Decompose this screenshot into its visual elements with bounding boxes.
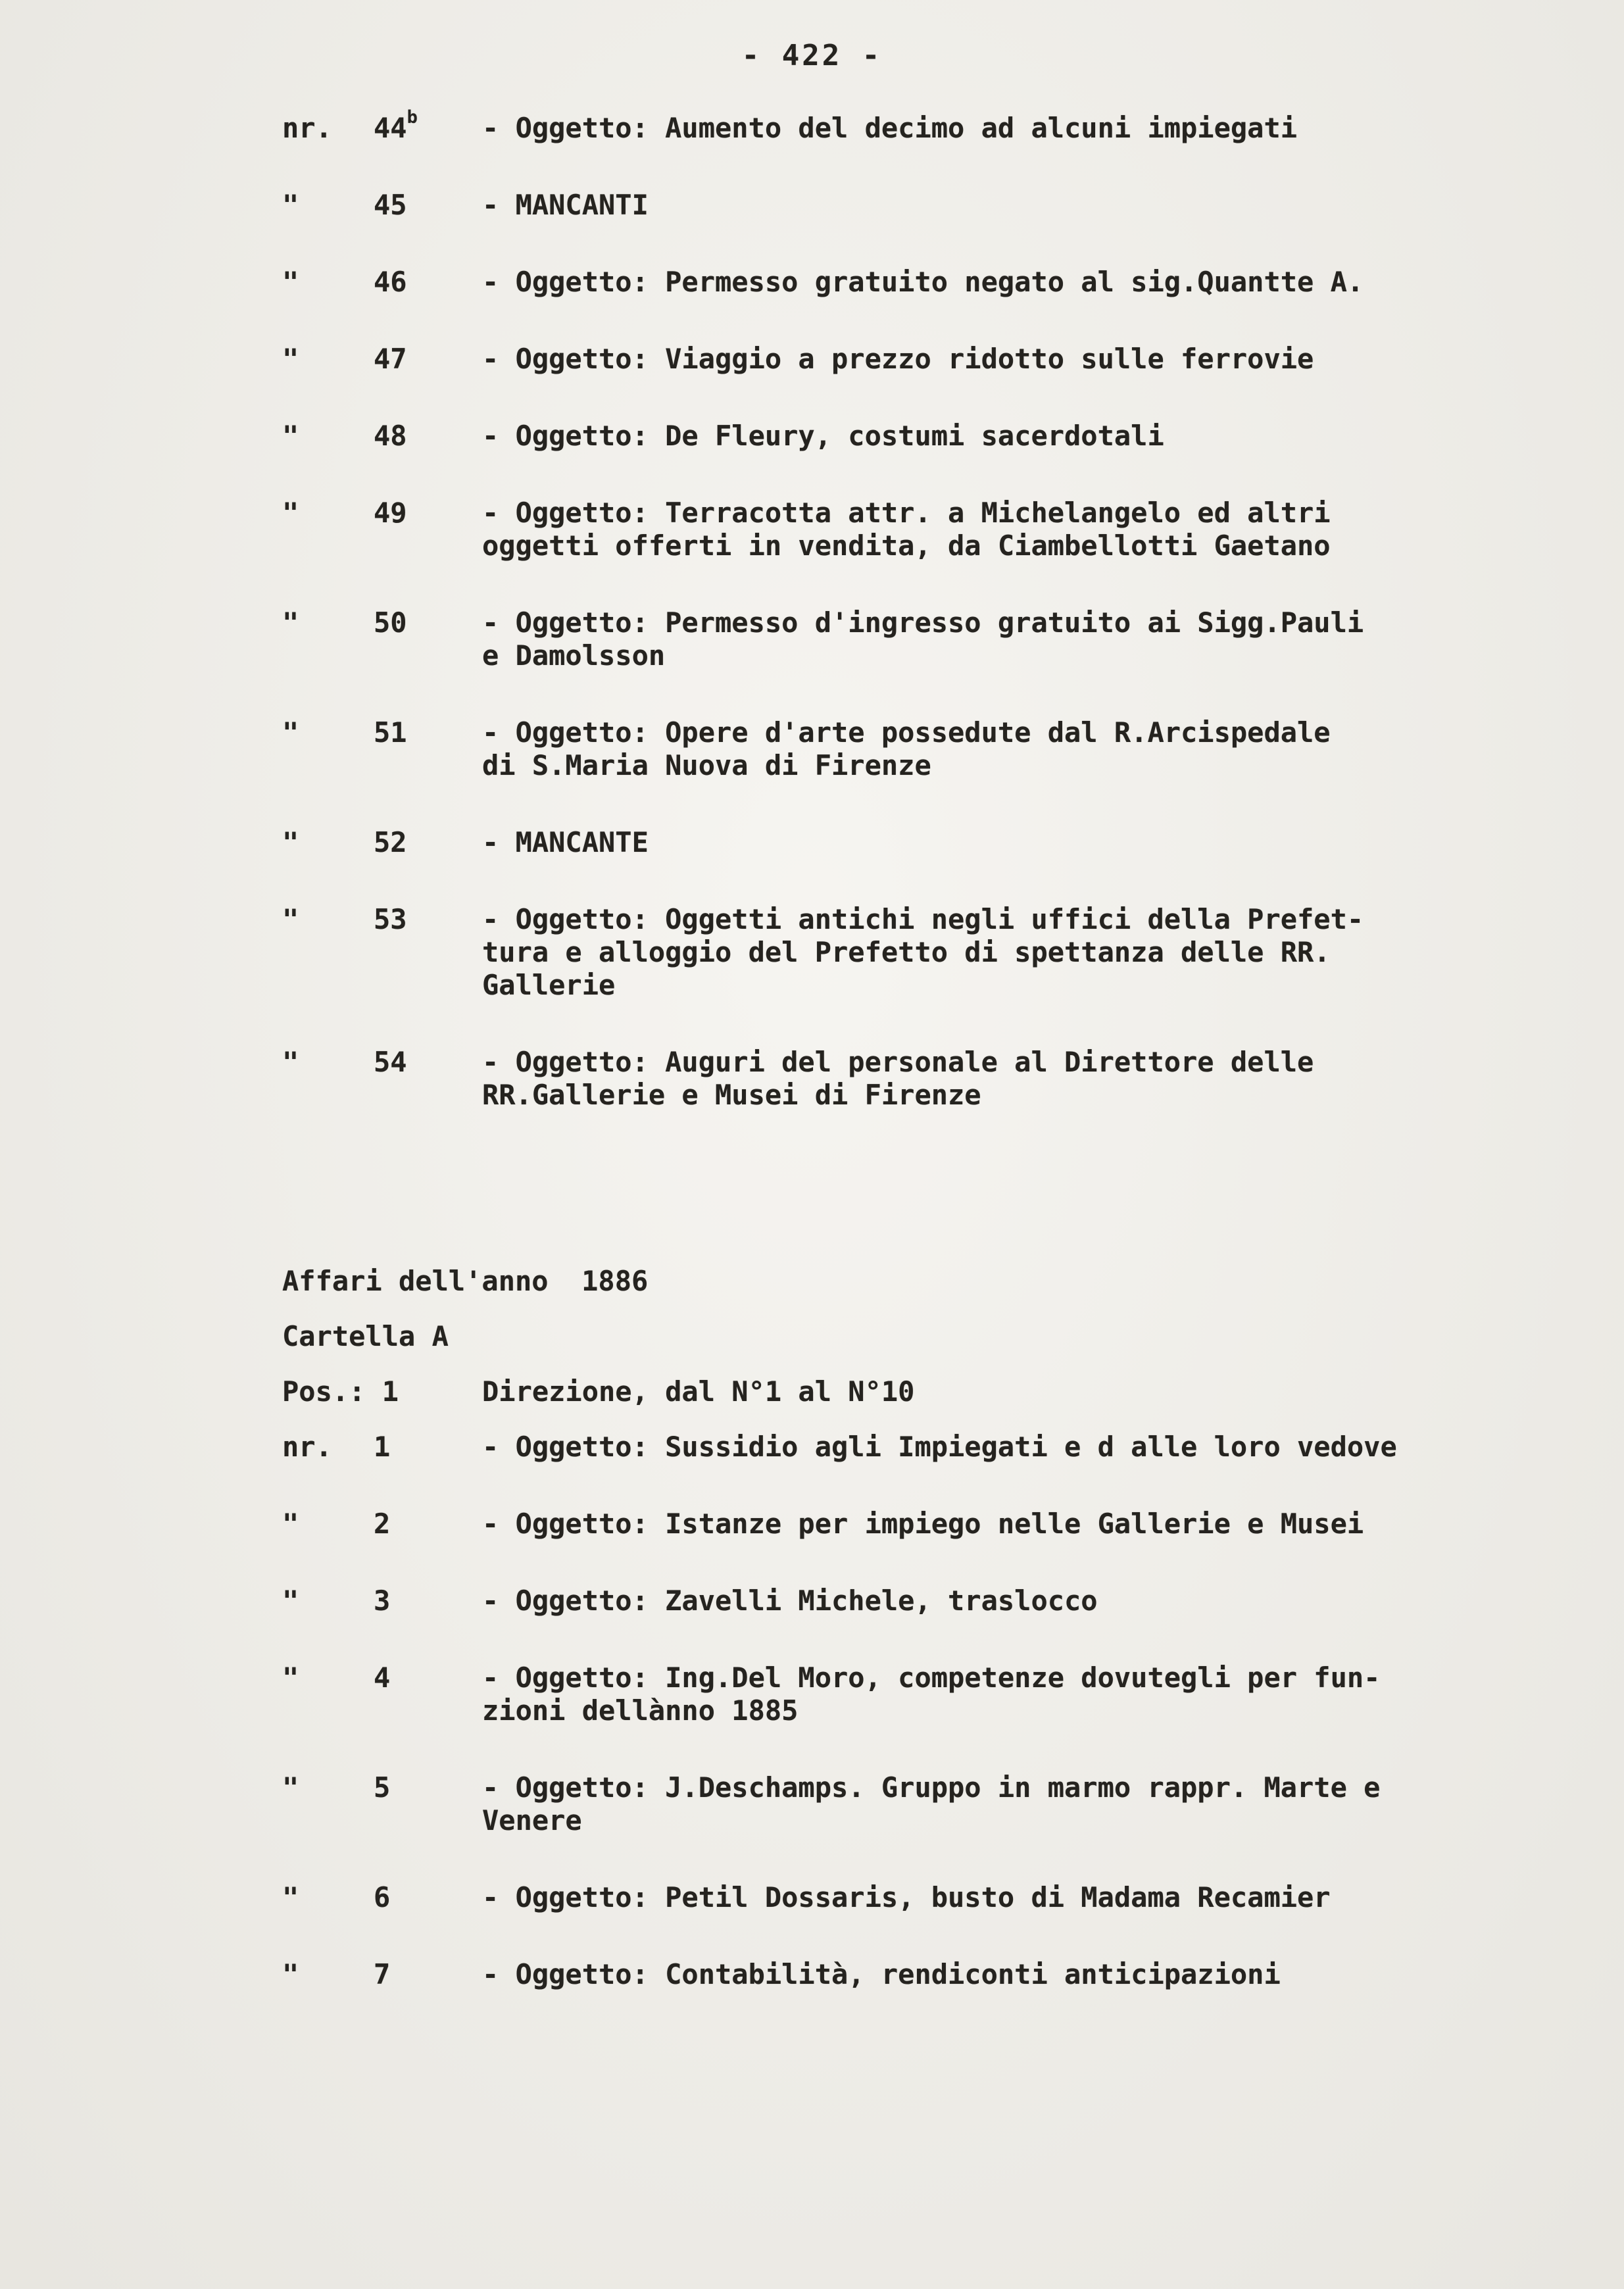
entry-marker: nr. (282, 112, 332, 144)
entry-text-line: - Oggetto: Contabilità, rendiconti anticipazioni (482, 1958, 1281, 1990)
entry-row (282, 1431, 1492, 1464)
entry-text-line: - Oggetto: Viaggio a prezzo ridotto sulle ferrovie (482, 343, 1314, 375)
entry-text-line: - MANCANTE (482, 826, 649, 858)
entry-number: 6 (374, 1881, 391, 1913)
entry-number: 2 (374, 1508, 391, 1540)
entry-marker: " (282, 266, 299, 298)
entry-row (282, 826, 1492, 859)
entry-row (282, 266, 1492, 299)
entry-text-line: oggetti offerti in vendita, da Ciambellotti Gaetano (482, 529, 1331, 562)
entry-text (482, 716, 1492, 782)
entry-marker: " (282, 420, 299, 452)
entry-row (282, 716, 1492, 782)
entry-text-line: - Oggetto: Sussidio agli Impiegati e d alle loro vedove (482, 1431, 1397, 1463)
entry-text (482, 1585, 1492, 1617)
entry-marker: " (282, 1881, 299, 1913)
position-text: Direzione, dal N°1 al N°10 (482, 1375, 915, 1408)
entry-row (282, 903, 1492, 1002)
entry-text-line: - Oggetto: De Fleury, costumi sacerdotali (482, 420, 1164, 452)
entry-text (482, 1431, 1492, 1464)
entry-row (282, 606, 1492, 672)
entry-marker: " (282, 1771, 299, 1804)
entry-marker: " (282, 903, 299, 935)
entry-rows-1886 (282, 1431, 1492, 1991)
entry-text-line: - Oggetto: Terracotta attr. a Michelangelo ed altri (482, 497, 1331, 529)
entry-text-line: zioni dellànno 1885 (482, 1694, 799, 1727)
entry-text (482, 1661, 1492, 1727)
section-heading-folder: Cartella A (282, 1320, 449, 1352)
entry-number: 49 (374, 497, 407, 529)
entry-number: 5 (374, 1771, 391, 1804)
entry-marker: " (282, 1508, 299, 1540)
entry-number: 1 (374, 1431, 391, 1463)
entry-text (482, 1958, 1492, 1991)
entry-text-line: Gallerie (482, 969, 616, 1001)
entry-marker: " (282, 1585, 299, 1617)
entry-marker: " (282, 1661, 299, 1694)
entry-marker: " (282, 1046, 299, 1078)
entry-number: 45 (374, 189, 407, 221)
entry-text-line: - Oggetto: Petil Dossaris, busto di Madama Recamier (482, 1881, 1331, 1913)
entry-marker: nr. (282, 1431, 332, 1463)
entry-row (282, 420, 1492, 453)
entry-row (282, 107, 1492, 145)
entry-text-line: RR.Gallerie e Musei di Firenze (482, 1079, 981, 1111)
entry-row (282, 189, 1492, 222)
entry-row (282, 1771, 1492, 1837)
entry-text-line: Venere (482, 1804, 582, 1836)
entry-text-line: - Oggetto: Zavelli Michele, traslocco (482, 1585, 1098, 1617)
entry-marker: " (282, 826, 299, 858)
entry-number-superscript: b (406, 107, 418, 128)
entry-row (282, 1958, 1492, 1991)
entry-marker: " (282, 606, 299, 639)
entry-list-1886 (282, 1265, 1492, 1991)
entry-number: 54 (374, 1046, 407, 1078)
entry-number: 3 (374, 1585, 391, 1617)
entry-text (482, 826, 1492, 859)
entry-text (482, 266, 1492, 299)
entry-row (282, 1046, 1492, 1112)
entry-number: 4 (374, 1661, 391, 1694)
entry-text (482, 1046, 1492, 1112)
entry-text-line: - Oggetto: Permesso gratuito negato al sig.Quantte A. (482, 266, 1364, 298)
entry-text-line: - Oggetto: J.Deschamps. Gruppo in marmo rappr. Marte e (482, 1771, 1381, 1804)
entry-text-line: - Oggetto: Oggetti antichi negli uffici della Prefet- (482, 903, 1364, 935)
entry-list-1885 (282, 107, 1492, 1112)
entry-text-line: tura e alloggio del Prefetto di spettanza delle RR. (482, 936, 1331, 968)
entry-marker: " (282, 1958, 299, 1990)
entry-number: 52 (374, 826, 407, 858)
entry-text-line: - Oggetto: Permesso d'ingresso gratuito ai Sigg.Pauli (482, 606, 1364, 639)
entry-text-line: di S.Maria Nuova di Firenze (482, 749, 931, 781)
entry-row (282, 343, 1492, 376)
entry-text (482, 420, 1492, 453)
entry-text-line: e Damolsson (482, 639, 666, 672)
entry-text (482, 497, 1492, 562)
entry-text (482, 1771, 1492, 1837)
entry-text (482, 1881, 1492, 1914)
entry-number: 7 (374, 1958, 391, 1990)
entry-row (282, 497, 1492, 562)
entry-number: 47 (374, 343, 407, 375)
position-line (282, 1375, 1492, 1408)
entry-number: 50 (374, 606, 407, 639)
entry-number: 48 (374, 420, 407, 452)
entry-text (482, 112, 1492, 145)
entry-text (482, 606, 1492, 672)
entry-text (482, 189, 1492, 222)
entry-marker: " (282, 189, 299, 221)
section-heading-year: Affari dell'anno 1886 (282, 1265, 649, 1297)
entry-text-line: - Oggetto: Ing.Del Moro, competenze dovutegli per fun- (482, 1661, 1381, 1694)
page-number: - 422 - (741, 39, 883, 72)
entry-marker: " (282, 716, 299, 749)
entry-row (282, 1881, 1492, 1914)
entry-row (282, 1508, 1492, 1540)
entry-text-line: - MANCANTI (482, 189, 649, 221)
entry-number: 53 (374, 903, 407, 935)
entry-text (482, 343, 1492, 376)
entry-number: 51 (374, 716, 407, 749)
entry-marker: " (282, 343, 299, 375)
entry-text-line: - Oggetto: Opere d'arte possedute dal R.Arcispedale (482, 716, 1331, 749)
entry-row (282, 1585, 1492, 1617)
entry-number: 46 (374, 266, 407, 298)
entry-text-line: - Oggetto: Aumento del decimo ad alcuni impiegati (482, 112, 1298, 144)
entry-text (482, 903, 1492, 1002)
entry-text (482, 1508, 1492, 1540)
entry-text-line: - Oggetto: Auguri del personale al Direttore delle (482, 1046, 1314, 1078)
entry-number: 44$^b$ (374, 107, 418, 144)
position-label: Pos.: 1 (282, 1375, 399, 1408)
entry-row (282, 1661, 1492, 1727)
entry-text-line: - Oggetto: Istanze per impiego nelle Gallerie e Musei (482, 1508, 1364, 1540)
entry-marker: " (282, 497, 299, 529)
